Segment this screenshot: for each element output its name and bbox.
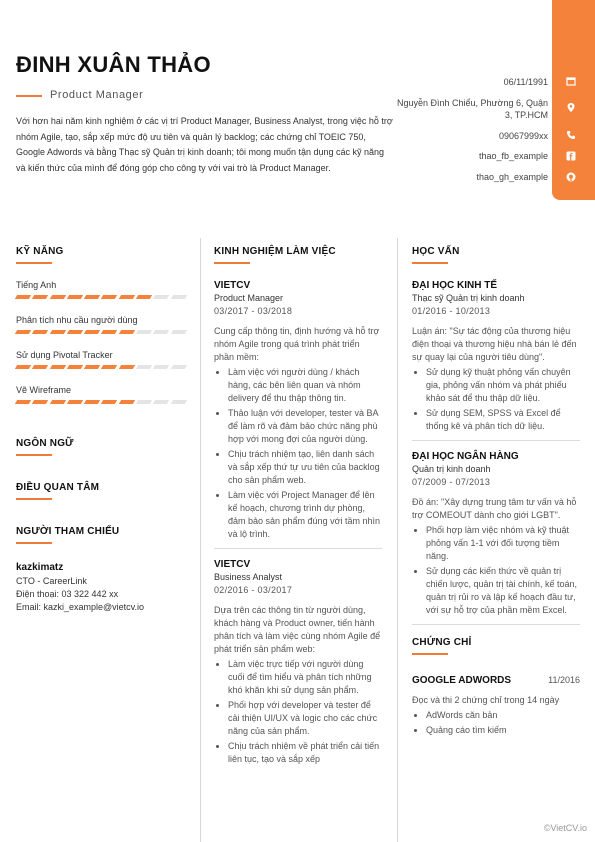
skill-level-bar — [16, 400, 186, 404]
job-period: 03/2017 - 03/2018 — [214, 306, 293, 316]
school-period: 01/2016 - 10/2013 — [412, 306, 491, 316]
school-name: ĐẠI HỌC NGÂN HÀNG — [412, 451, 519, 462]
contact-address: Nguyễn Đình Chiểu, Phường 6, Quận 3, TP.HCM — [396, 97, 548, 120]
skill-level-bar — [16, 295, 186, 299]
skill-level-bar — [16, 365, 186, 369]
github-icon — [565, 172, 577, 184]
skill-level-segment — [49, 365, 66, 369]
skill-level-bar — [16, 330, 186, 334]
candidate-name: ĐINH XUÂN THẢO — [16, 52, 211, 77]
resume-header — [0, 0, 595, 218]
certificate-date: 11/2016 — [548, 675, 580, 685]
job-entry — [214, 559, 382, 766]
skill-level-segment — [136, 330, 153, 334]
school-description: Luận án: "Sự tác động của thương hiệu điện thoại và thương hiệu nhà bán lẻ đến sự quay lại của người tiêu dùng". — [412, 326, 577, 362]
contact-icon-bar — [552, 0, 595, 200]
middle-column — [214, 246, 382, 768]
left-column — [16, 246, 186, 612]
skill-name: Phân tích nhu cầu người dùng — [16, 315, 138, 325]
languages-section — [16, 438, 186, 456]
certificate-header — [412, 675, 580, 686]
skill-level-segment — [49, 295, 66, 299]
section-underline — [412, 262, 448, 264]
reference-position: CTO - CareerLink — [16, 576, 87, 586]
column-divider — [200, 238, 201, 842]
section-title: NGÔN NGỮ — [16, 438, 74, 449]
job-title: Product Manager — [50, 89, 144, 101]
education-entry — [412, 280, 580, 441]
certificates-section — [412, 637, 580, 737]
school-name: ĐẠI HỌC KINH TẾ — [412, 280, 497, 291]
skill-level-segment — [136, 400, 153, 404]
section-underline — [16, 454, 52, 456]
skill-level-segment — [84, 330, 101, 334]
skill-name: Sử dụng Pivotal Tracker — [16, 350, 113, 360]
skill-level-segment — [119, 295, 136, 299]
skill-level-segment — [136, 295, 153, 299]
school-bullets — [412, 366, 580, 433]
skill-level-segment — [101, 365, 118, 369]
school-degree: Quản trị kinh doanh — [412, 464, 491, 474]
skill-level-segment — [119, 365, 136, 369]
section-title: CHỨNG CHỈ — [412, 637, 472, 648]
skill-level-segment — [67, 400, 84, 404]
contact-info — [388, 76, 548, 191]
certificates-list — [412, 675, 580, 737]
skill-level-segment — [153, 330, 170, 334]
school-bullet: • Sử dụng SEM, SPSS và Excel để thống kê và phân tích dữ liệu. — [426, 407, 580, 433]
skill-level-segment — [153, 400, 170, 404]
skill-level-segment — [171, 330, 188, 334]
column-divider — [397, 238, 398, 842]
school-degree: Thạc sỹ Quản trị kinh doanh — [412, 293, 525, 303]
job-bullet: • Chịu trách nhiệm tạo, liên danh sách và sắp xếp thứ tự ưu tiên của backlog cho sản phẩm web. — [228, 448, 382, 487]
job-bullets — [214, 658, 382, 766]
section-underline — [16, 262, 52, 264]
education-list — [412, 280, 580, 625]
section-title: ĐIỀU QUAN TÂM — [16, 482, 100, 493]
job-bullet: • Thảo luận với developer, tester và BA để làm rõ và đảm bảo chức năng phù hợp với mong đợi của người dùng. — [228, 407, 382, 446]
reference-phone: Điện thoại: 03 322 442 xx — [16, 589, 119, 599]
job-bullet: • Làm việc với người dùng / khách hàng, các bên liên quan và nhóm delivery để thu thập thông tin. — [228, 366, 382, 405]
contact-phone: 09067999xx — [498, 130, 548, 141]
skill-level-segment — [84, 400, 101, 404]
skills-list — [16, 280, 186, 404]
job-bullet: • Phối hợp với developer và tester để cải thiện UI/UX và logic cho các chức năng của sản phẩm. — [228, 699, 382, 738]
title-accent-line — [16, 95, 42, 97]
school-bullet: • Sử dụng các kiến thức về quản trị chiến lược, quản trị tài chính, kế toán, quản trị rủi ro và lập kế hoạch đầu tư, với sự hỗ trợ của phần mềm Excel. — [426, 565, 580, 617]
contact-birthday: 06/11/1991 — [503, 77, 548, 87]
reference-name: kazkimatz — [16, 562, 64, 573]
section-underline — [214, 262, 250, 264]
job-role: Product Manager — [214, 293, 284, 303]
skill-level-segment — [84, 365, 101, 369]
reference-email[interactable]: Email: kazki_example@vietcv.io — [16, 602, 145, 612]
job-company: VIETCV — [214, 280, 251, 291]
skill-level-segment — [153, 295, 170, 299]
skill-level-segment — [101, 330, 118, 334]
location-icon — [565, 102, 577, 114]
facebook-icon — [565, 151, 577, 163]
job-bullet: • Chịu trách nhiệm về phát triển cải tiến liên tục, tạo và sắp xếp — [228, 740, 382, 766]
job-bullet: • Làm việc với Project Manager để lên kế hoạch, chương trình dự phòng, đảm bảo sản phẩm đúng với tầm nhìn và lộ trình. — [228, 489, 382, 541]
skill-level-segment — [32, 330, 49, 334]
skill-level-segment — [32, 295, 49, 299]
skill-level-segment — [32, 400, 49, 404]
section-underline — [412, 653, 448, 655]
skill-level-segment — [32, 365, 49, 369]
certificate-bullets — [412, 709, 580, 737]
skill-level-segment — [49, 400, 66, 404]
section-title: HỌC VẤN — [412, 246, 460, 257]
skill-level-segment — [101, 400, 118, 404]
school-bullet: • Phối hợp làm việc nhóm và kỹ thuật phỏng vấn 1-1 với đối tượng tiềm năng. — [426, 524, 580, 563]
skill-name: Vẽ Wireframe — [16, 385, 72, 395]
certificate-description: Đọc và thi 2 chứng chỉ trong 14 ngày — [412, 695, 560, 705]
job-bullet: • Làm việc trực tiếp với người dùng cuối để tìm hiểu và phân tích những khó khăn khi sử dụng sản phẩm. — [228, 658, 382, 697]
calendar-icon — [565, 76, 577, 88]
skill-level-segment — [67, 330, 84, 334]
references-section — [16, 526, 186, 612]
entry-separator — [412, 624, 580, 625]
section-title: KINH NGHIỆM LÀM VIỆC — [214, 246, 336, 257]
skills-section — [16, 246, 186, 404]
skill-level-segment — [119, 400, 136, 404]
entry-separator — [214, 548, 382, 549]
certificate-bullet: • AdWords căn bản — [426, 709, 580, 722]
contact-facebook[interactable]: thao_fb_example — [478, 151, 548, 161]
skill-name: Tiếng Anh — [16, 280, 57, 290]
certificate-bullet: • Quảng cáo tìm kiếm — [426, 724, 580, 737]
section-title: KỸ NĂNG — [16, 246, 64, 257]
right-column — [412, 246, 580, 739]
skill-level-segment — [67, 365, 84, 369]
skill-level-segment — [153, 365, 170, 369]
skill-level-segment — [101, 295, 118, 299]
skill-level-segment — [119, 330, 136, 334]
job-role: Business Analyst — [214, 572, 283, 582]
job-period: 02/2016 - 03/2017 — [214, 585, 293, 595]
skill-level-segment — [15, 365, 32, 369]
watermark: ©VietCV.io — [543, 823, 587, 833]
school-description: Đồ án: "Xây dựng trung tâm tư vấn và hỗ trợ COMEOUT dành cho giới LGBT". — [412, 497, 577, 520]
section-underline — [16, 498, 52, 500]
skill-level-segment — [67, 295, 84, 299]
experience-list — [214, 280, 382, 766]
school-period: 07/2009 - 07/2013 — [412, 477, 491, 487]
section-underline — [16, 542, 52, 544]
job-company: VIETCV — [214, 559, 251, 570]
summary-text: Với hơn hai năm kinh nghiệm ở các vị trí Product Manager, Business Analyst, trong việc hỗ trợ nhóm Agile, tạo, sắp xếp mức độ ưu tiên và quản lý backlog; các chứng chỉ TOEIC 750, Google Adwords và bằng Thạc sỹ Quản trị kinh doanh; tôi mong muốn tận dụng các kỹ năng và kiến thức của mình để đóng góp cho công ty với vai trò là Product Manager. — [16, 116, 393, 173]
skill-level-segment — [15, 295, 32, 299]
skill-level-segment — [84, 295, 101, 299]
job-description: Cung cấp thông tin, định hướng và hỗ trợ nhóm Agile trong quá trình phát triển phần mềm: — [214, 326, 380, 362]
entry-separator — [412, 440, 580, 441]
skill-level-segment — [171, 400, 188, 404]
skill-level-segment — [15, 400, 32, 404]
skill-level-segment — [15, 330, 32, 334]
phone-icon — [565, 130, 577, 142]
school-bullet: • Sử dụng kỹ thuật phỏng vấn chuyên gia, phỏng vấn nhóm và phát phiếu khảo sát để thu thập dữ liệu. — [426, 366, 580, 405]
skill-level-segment — [171, 365, 188, 369]
interests-section — [16, 482, 186, 500]
skill-level-segment — [136, 365, 153, 369]
education-entry — [412, 451, 580, 625]
job-entry — [214, 280, 382, 549]
school-bullets — [412, 524, 580, 617]
certificate-name: GOOGLE ADWORDS — [412, 675, 512, 686]
job-description: Dựa trên các thông tin từ người dùng, khách hàng và Product owner, tiến hành phân tích và làm việc cùng nhóm Agile để phát triển sản phẩm web: — [214, 605, 381, 654]
section-title: NGƯỜI THAM CHIẾU — [16, 526, 120, 537]
skill-level-segment — [49, 330, 66, 334]
job-bullets — [214, 366, 382, 541]
skill-level-segment — [171, 295, 188, 299]
contact-github[interactable]: thao_gh_example — [476, 171, 548, 182]
